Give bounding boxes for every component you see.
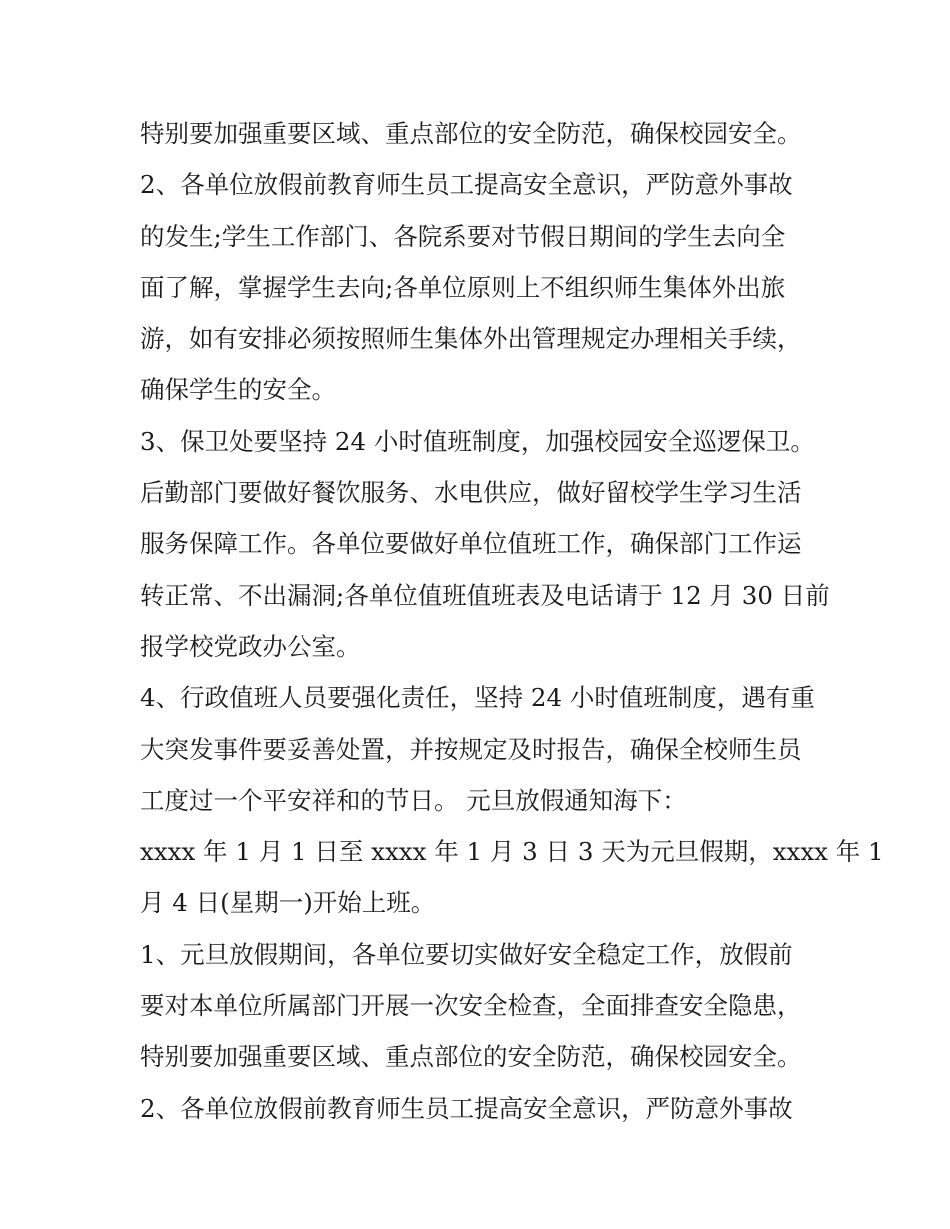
text-line: 报学校党政办公室。 — [140, 631, 361, 661]
document-body — [140, 108, 884, 1134]
text-line: 游，如有安排必须按照师生集体外出管理规定办理相关手续， — [140, 324, 802, 354]
text-line: xxxx 年 1 月 1 日至 xxxx 年 1 月 3 日 3 天为元旦假期，xxxx 年 1 — [140, 837, 884, 867]
text-line: 确保学生的安全。 — [140, 375, 336, 405]
text-line: 3、保卫处要坚持 24 小时值班制度，加强校园安全巡逻保卫。 — [140, 426, 815, 456]
text-line: 2、各单位放假前教育师生员工提高安全意识，严防意外事故 — [140, 1093, 793, 1123]
text-line: 4、行政值班人员要强化责任，坚持 24 小时值班制度，遇有重 — [140, 683, 815, 713]
text-line: 的发生;学生工作部门、各院系要对节假日期间的学生去向全 — [140, 221, 786, 251]
text-line: 2、各单位放假前教育师生员工提高安全意识，严防意外事故 — [140, 170, 793, 200]
text-line: 1、元旦放假期间，各单位要切实做好安全稳定工作，放假前 — [140, 939, 793, 969]
text-line: 后勤部门要做好餐饮服务、水电供应，做好留校学生学习生活 — [140, 478, 802, 508]
text-line: 面了解，掌握学生去向;各单位原则上不组织师生集体外出旅 — [140, 272, 786, 302]
text-line: 要对本单位所属部门开展一次安全检查，全面排查安全隐患， — [140, 991, 802, 1021]
text-line: 工度过一个平安祥和的节日。 元旦放假通知海下： — [140, 785, 687, 815]
text-line: 特别要加强重要区域、重点部位的安全防范，确保校园安全。 — [140, 119, 802, 148]
text-line: 转正常、不出漏洞;各单位值班值班表及电话请于 12 月 30 日前 — [140, 580, 830, 610]
text-line: 特别要加强重要区域、重点部位的安全防范，确保校园安全。 — [140, 1042, 802, 1072]
text-line: 大突发事件要妥善处置，并按规定及时报告，确保全校师生员 — [140, 734, 802, 764]
text-line: 月 4 日(星期一)开始上班。 — [140, 888, 436, 918]
text-line: 服务保障工作。各单位要做好单位值班工作，确保部门工作运 — [140, 529, 802, 559]
